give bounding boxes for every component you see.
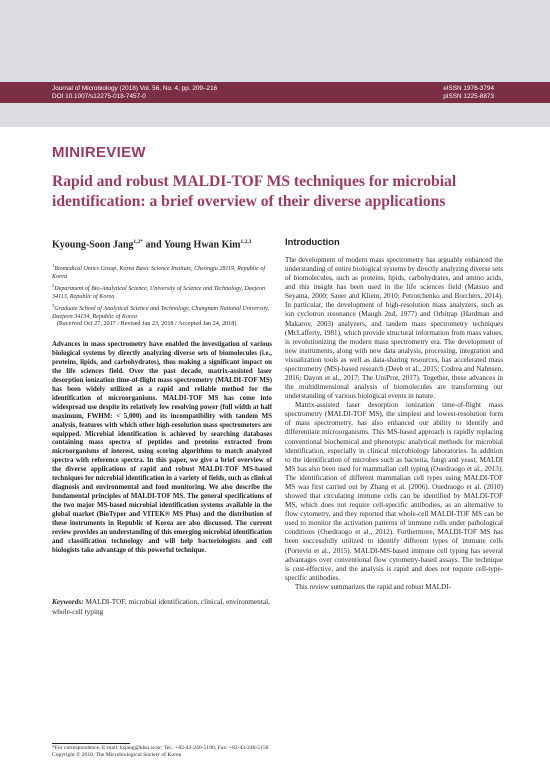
journal-eissn: eISSN 1976-3794 (443, 85, 494, 92)
author-affiliation-mark: 1,2,3 (240, 239, 252, 245)
body-paragraph: Matrix-assisted laser desorption ionization time-of-flight mass spectrometry (MALDI-TOF MS), the simplest and lowest-resolution form of mass spectrometry, has also enhanced our ability to identify and differentiate microorganisms. This MS-based approach is rapidly replacing conventional biochemical and phenotypic analytical methods for microbial identification, especially in clinical microbiology laboratories. In addition to the identification of microbes such as bacteria, fungi and yeast, MALDI MS has also been used for mammalian cell typing (Ouedraogo et al., 2013). The identification of different mammalian cell types using MALDI-TOF MS was first carried out by Zhang et al. (2006). Ouedraogo et al. (2010) showed that circulating immune cells can be identified by MALDI-TOF MS, which does not require cell-specific antibodies, as an alternative to flow cytometry, and they reported that whole-cell MALDI-TOF MS can be used to monitor the activation patterns of immune cells under pathological conditions (Ouedraogo et al., 2012). Furthermore, MALDI-TOF MS has been successfully utilized to identify different types of immune cells (Portevin et al., 2015). MALDI-MS-based immune cell typing has several advantages over conventional flow cytometry-based assays. The technique is cost-effective, and the analysis is rapid and does not require cell-type-specific antibodies. (285, 401, 503, 582)
affiliation-text: Graduate School of Analytical Science and Technology, Chungnam National University, Daejeon 34134, Republic of Korea (52, 305, 270, 321)
journal-issn-block (443, 85, 494, 101)
author-connector: and (143, 239, 164, 251)
keywords (52, 597, 272, 616)
article-type: MINIREVIEW (52, 144, 146, 161)
author-name: Young Hwan Kim (163, 239, 241, 251)
affiliation-mark: 2 (52, 282, 55, 288)
affiliation-text: Biomedical Omics Group, Korea Basic Science Institute, Cheongju 28119, Republic of Korea (52, 266, 266, 281)
keywords-label: Keywords: (52, 597, 84, 606)
journal-doi[interactable]: DOI 10.1007/s12275-018-7457-0 (52, 93, 146, 100)
journal-pissn: pISSN 1225-8873 (443, 93, 494, 100)
section-heading-introduction: Introduction (285, 236, 340, 247)
affiliation-mark: 3 (52, 302, 55, 308)
affiliation-text: Department of Bio-Analytical Science, University of Science and Technology, Daejeon 34113, Republic of Korea (52, 285, 266, 301)
affiliation (52, 262, 272, 282)
correspondence-note: *For correspondence. E-mail: ksjang@kbsi.re.kr; Tel.: +82-43-240-5196; Fax: +82-43-240-5158 (52, 745, 269, 751)
author-affiliation-mark: 1,2* (133, 239, 144, 245)
journal-citation-block (52, 85, 217, 101)
affiliation-mark: 1 (52, 263, 55, 268)
keywords-text: MALDI-TOF, microbial identification, clinical, environmental, whole-cell typing (52, 597, 270, 616)
copyright-note: Copyright © 2018, The Microbiological Society of Korea (52, 752, 182, 759)
header-background (0, 0, 550, 127)
affiliation (52, 282, 272, 302)
abstract: Advances in mass spectrometry have enabled the investigation of various biological systems by directly analyzing diverse sets of biomolecules (i.e., proteins, lipids, and carbohydrates), thus making a significant impact on the life sciences field. Over the past decade, matrix-assisted laser desorption ionization time-of-flight mass spectrometry (MALDI-TOF MS) has been widely utilized as a rapid and reliable method for the identification of microorganisms. MALDI-TOF MS has come into widespread use despite its relatively low resolving power (full width at half maximum, FWHM: < 5,000) and its incompatibility with tandem MS analysis, features with which other high-resolution mass spectrometers are equipped. Microbial identification is achieved by searching databases containing mass spectra of peptides and proteins extracted from microorganisms of interest, using scoring algorithms to match analyzed spectra with reference spectra. In this paper, we give a brief overview of the diverse applications of rapid and robust MALDI-TOF MS-based techniques for microbial identification in a variety of fields, such as clinical diagnosis and environmental and food monitoring. We also describe the fundamental principles of MALDI-TOF MS. The general specifications of the two major MS-based microbial identification systems available in the global market (BioTyper and VITEK® MS Plus) and the distribution of these instruments in Republic of Korea are also discussed. The current review provides an understanding of this emerging microbial identification and classification technology and will help bacteriologists and cell biologists take advantage of this powerful technique. (52, 341, 272, 554)
footnote-divider (52, 743, 130, 744)
author-list (52, 239, 252, 250)
article-title: Rapid and robust MALDI-TOF MS techniques for microbial identification: a brief overview of their diverse applications (52, 173, 457, 210)
footnote (52, 745, 282, 759)
journal-citation: Journal of Microbiology (2018) Vol. 56, No. 4, pp. 209–216 (52, 85, 218, 92)
author-name: Kyoung-Soon Jang (52, 239, 134, 251)
body-paragraph: The development of modern mass spectrometry has arguably enhanced the understanding of entire biological systems by directly analyzing diverse sets of biomolecules, such as proteins, lipids, carbohydrates, and amino acids, and this insight has been used in the life sciences field (Matsuo and Seyama, 2000; Sauer and Kliem, 2010; Petrotchenko and Borchers, 2014). In particular, the development of high-resolution mass analyzers, such as ion cyclotron resonance (Maugh 2nd, 1977) and Orbitrap (Hardman and Makarov, 2003) analyzers, and tandem mass spectrometry techniques (McLafferty, 1981), which provide structural information from mass values, is revolutionizing the modern mass spectrometry era. The development of new instruments, along with new data analysis, processing, integration and visualization tools as well as data-sharing resources, has accelerated mass spectrometry (MS)-based research (Deeb et al., 2015; Codrea and Nahnsen, 2016; Dayon et al., 2017; The UniProt, 2017). Together, these advances in the multidimensional analysis of biomolecules are transforming our understanding of various biological events in nature. (285, 256, 503, 401)
received-dates: (Received Oct 27, 2017 / Revised Jan 23, 2018 / Accepted Jan 24, 2018) (57, 320, 237, 327)
body-paragraph: This review summarizes the rapid and robust MALDI- (295, 582, 452, 591)
affiliation-list (52, 262, 272, 322)
affiliation (52, 302, 272, 322)
introduction-body (285, 256, 503, 592)
